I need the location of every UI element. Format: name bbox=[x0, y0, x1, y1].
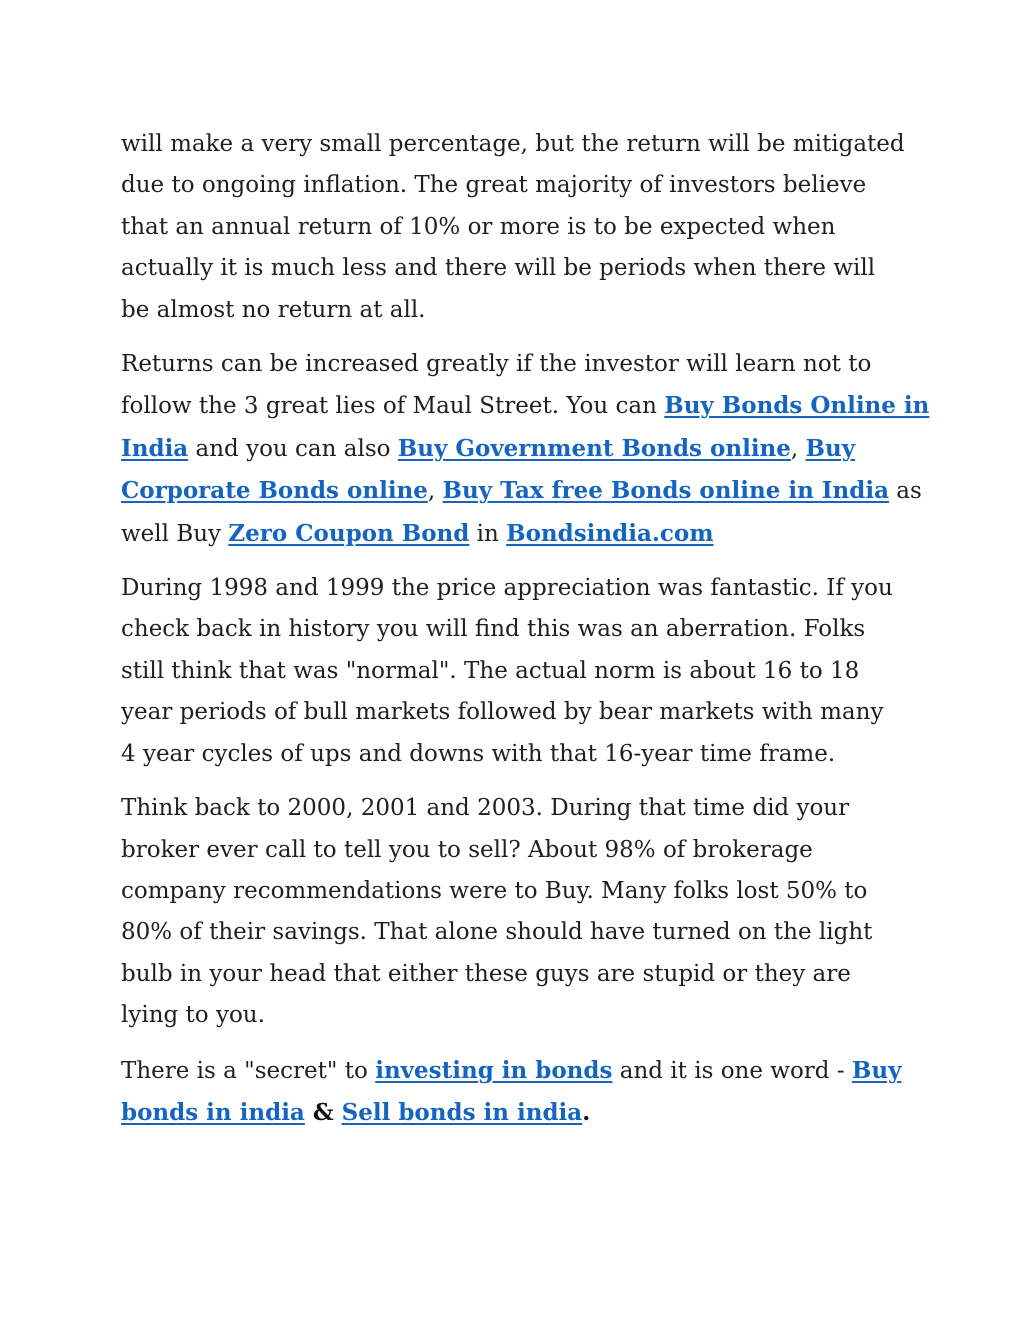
text-line: Returns can be increased greatly if the investor will learn not to bbox=[121, 351, 872, 378]
buy-bonds-in-india-link[interactable]: Buy bbox=[851, 1056, 902, 1084]
paragraph-buy-bonds-links bbox=[121, 344, 930, 555]
text-segment: well Buy bbox=[121, 520, 229, 547]
separator: , bbox=[790, 435, 799, 462]
text-line: company recommendations were to Buy. Many folks lost 50% to bbox=[121, 877, 868, 904]
period: . bbox=[582, 1098, 591, 1126]
text-line: actually it is much less and there will be periods when there will bbox=[121, 255, 876, 282]
text-line: bulb in your head that either these guys are stupid or they are bbox=[121, 960, 851, 987]
bondsindia-com-link[interactable]: Bondsindia.com bbox=[506, 519, 714, 547]
text-line: lying to you. bbox=[121, 1002, 265, 1029]
separator: , bbox=[427, 478, 436, 505]
text-line bbox=[121, 385, 930, 427]
text-line: due to ongoing inflation. The great majority of investors believe bbox=[121, 172, 867, 199]
zero-coupon-bond-link[interactable]: Zero Coupon Bond bbox=[228, 519, 470, 547]
text-segment: follow the 3 great lies of Maul Street. You can bbox=[121, 393, 665, 420]
text-line: be almost no return at all. bbox=[121, 296, 426, 323]
buy-bonds-online-in-india-link[interactable]: Buy Bonds Online in bbox=[664, 392, 930, 420]
text-line: year periods of bull markets followed by bear markets with many bbox=[121, 699, 884, 726]
text-line: Think back to 2000, 2001 and 2003. During that time did your bbox=[121, 795, 850, 822]
text-line: 80% of their savings. That alone should have turned on the light bbox=[121, 919, 873, 946]
text-segment: as bbox=[889, 478, 922, 505]
investing-in-bonds-link[interactable]: investing in bonds bbox=[375, 1056, 613, 1084]
text-line: 4 year cycles of ups and downs with that 16-year time frame. bbox=[121, 740, 836, 767]
text-segment: and it is one word - bbox=[612, 1057, 852, 1084]
text-segment: There is a "secret" to bbox=[121, 1057, 376, 1084]
text-line bbox=[121, 428, 911, 470]
paragraph-broker-recommendations bbox=[121, 788, 911, 1036]
text-line: During 1998 and 1999 the price appreciation was fantastic. If you bbox=[121, 575, 893, 602]
document-page bbox=[121, 124, 930, 1147]
sell-bonds-in-india-link[interactable]: Sell bonds in india bbox=[341, 1098, 583, 1126]
paragraph-inflation-return bbox=[121, 124, 911, 331]
text-segment: and you can also bbox=[188, 435, 398, 462]
text-segment: in bbox=[469, 520, 507, 547]
buy-bonds-in-india-link-cont[interactable]: bonds in india bbox=[121, 1098, 305, 1126]
text-line bbox=[121, 1050, 911, 1092]
text-line: check back in history you will find this was an aberration. Folks bbox=[121, 616, 866, 643]
text-line bbox=[121, 513, 911, 555]
text-line: that an annual return of 10% or more is to be expected when bbox=[121, 213, 836, 240]
buy-bonds-online-in-india-link-cont[interactable]: India bbox=[121, 434, 189, 462]
buy-tax-free-bonds-online-link[interactable]: Buy Tax free Bonds online in India bbox=[442, 477, 889, 505]
ampersand: & bbox=[304, 1098, 342, 1126]
paragraph-price-appreciation bbox=[121, 568, 911, 775]
text-line bbox=[121, 1092, 911, 1134]
buy-government-bonds-online-link[interactable]: Buy Government Bonds online bbox=[397, 434, 791, 462]
paragraph-secret-investing bbox=[121, 1050, 911, 1135]
buy-corporate-bonds-online-link-cont[interactable]: Corporate Bonds online bbox=[121, 477, 428, 505]
buy-corporate-bonds-online-link[interactable]: Buy bbox=[805, 434, 856, 462]
text-line: still think that was "normal". The actual norm is about 16 to 18 bbox=[121, 657, 860, 684]
text-line: will make a very small percentage, but the return will be mitigated bbox=[121, 131, 905, 157]
text-line bbox=[121, 470, 922, 512]
text-line: broker ever call to tell you to sell? About 98% of brokerage bbox=[121, 836, 813, 863]
